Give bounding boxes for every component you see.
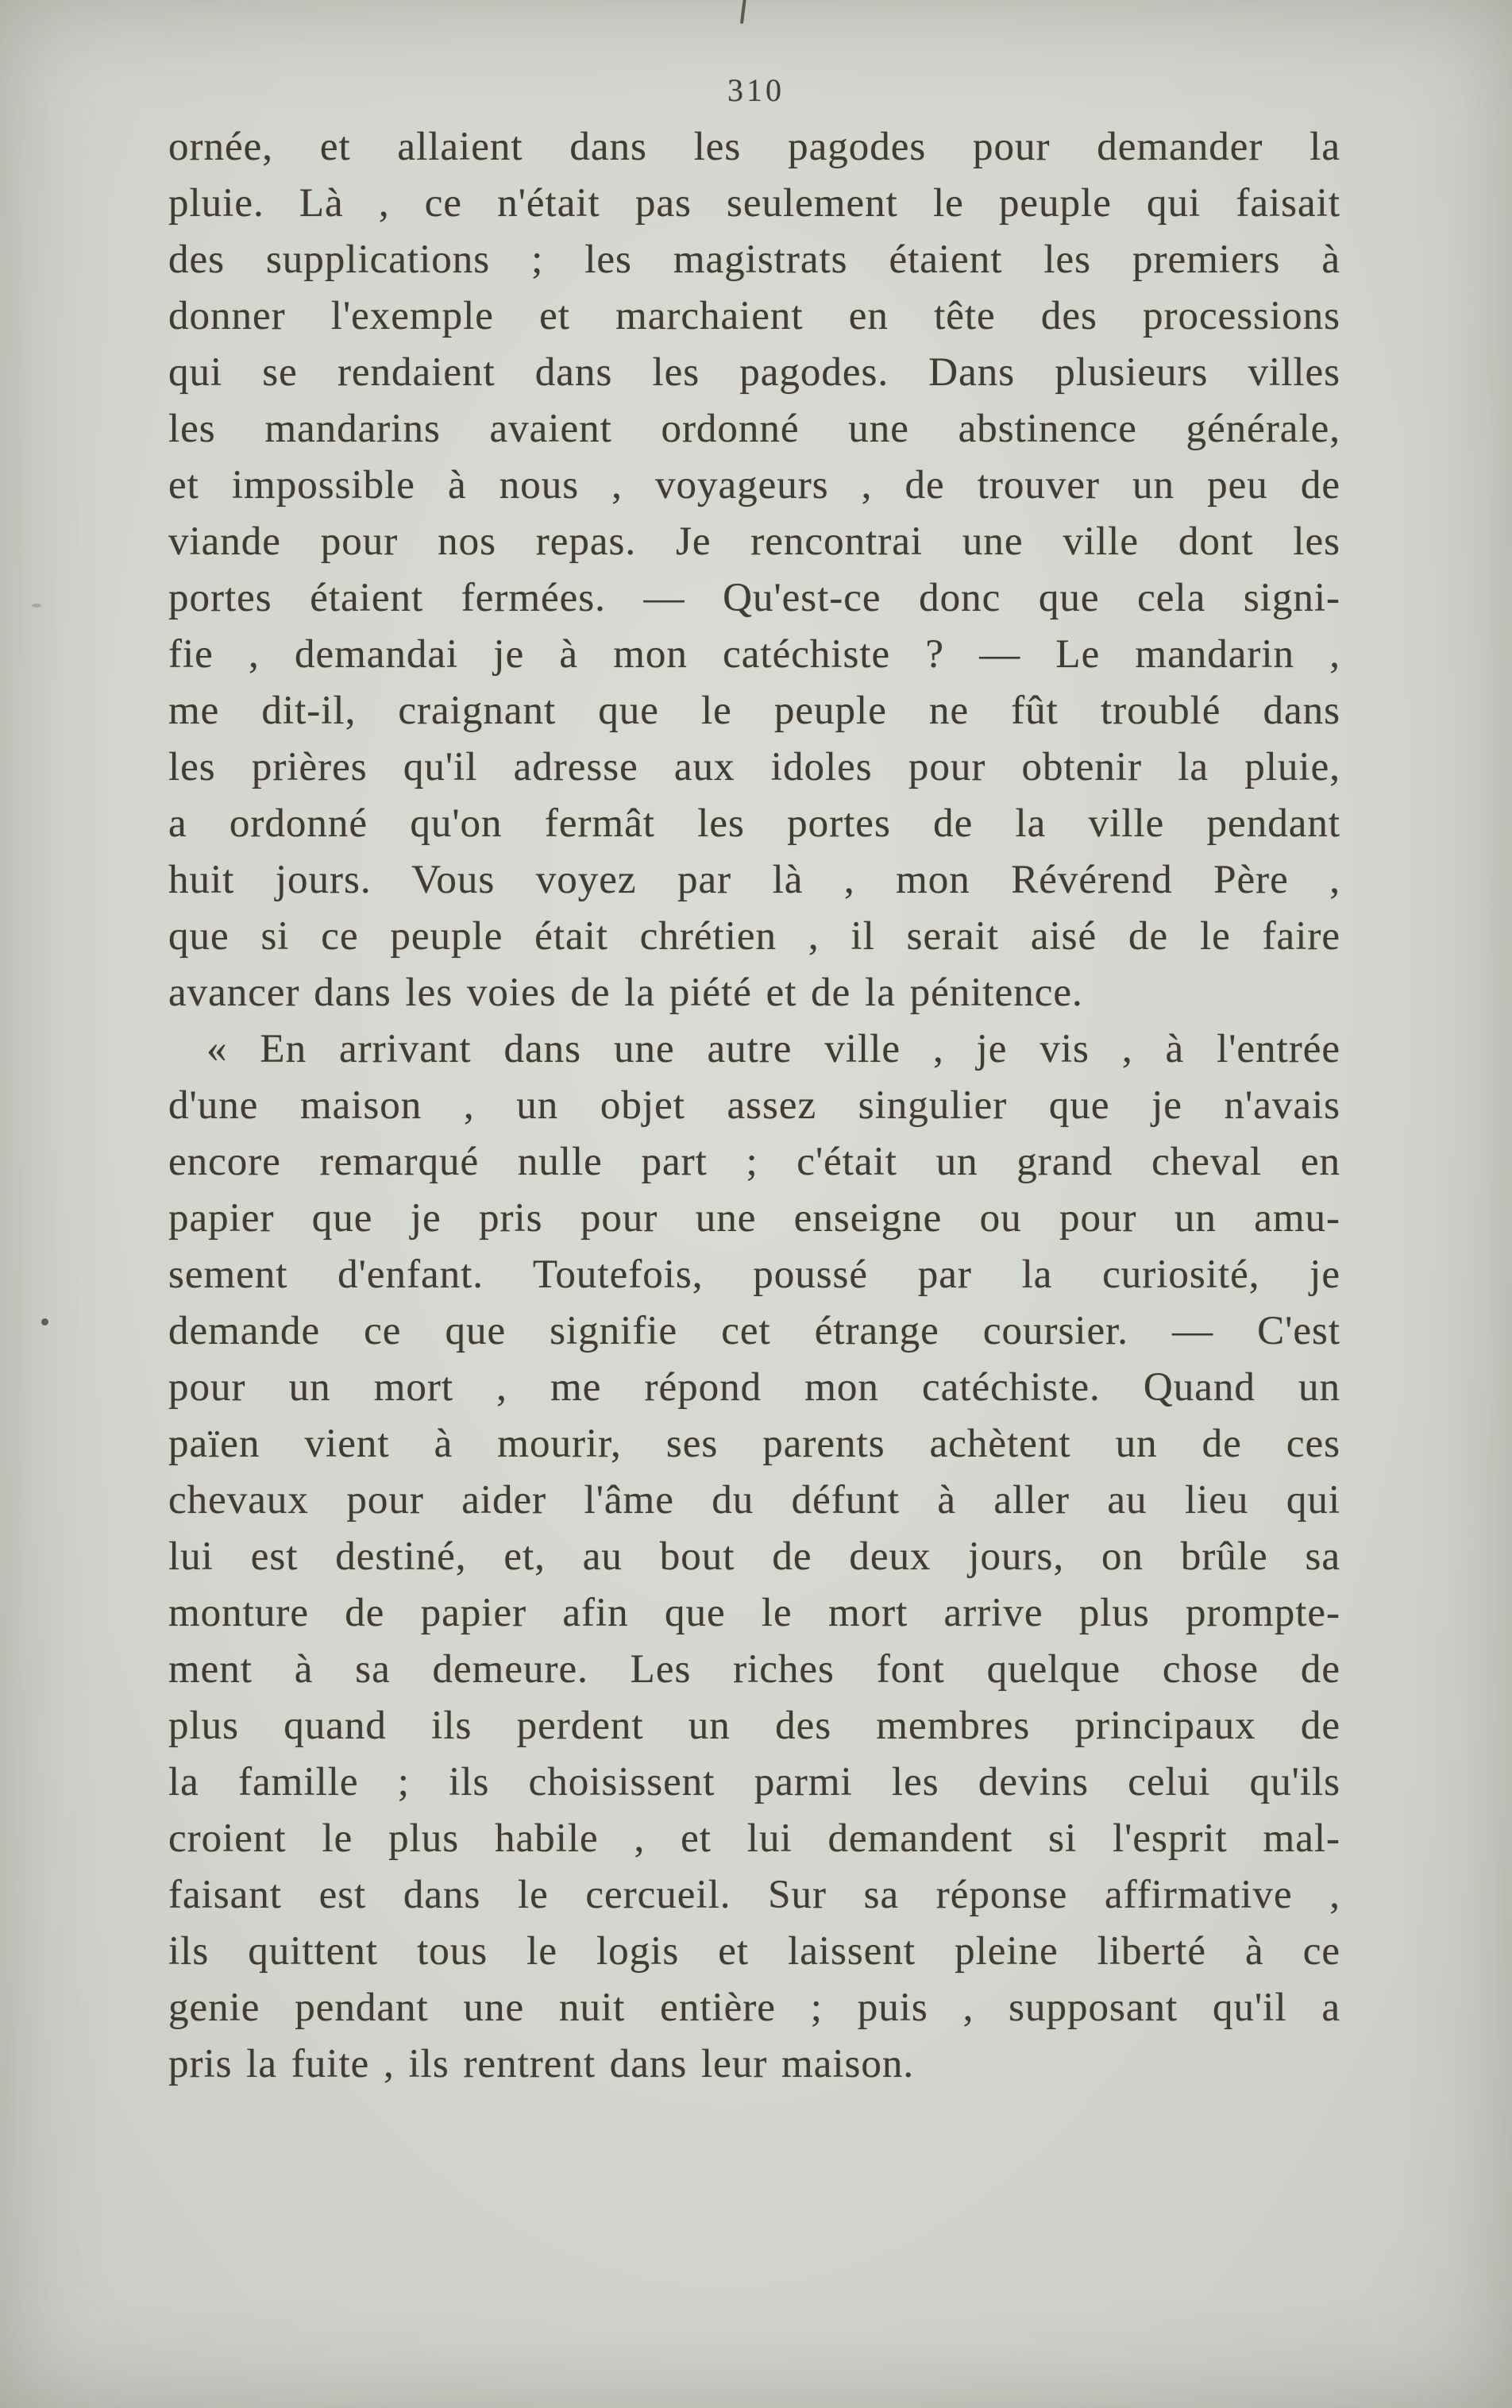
text-line: genie pendant une nuit entière ; puis , supposant qu'il a [168, 1985, 1340, 2030]
text-line: pour un mort , me répond mon catéchiste. Quand un [168, 1365, 1340, 1410]
text-line: ils quittent tous le logis et laissent pleine liberté à ce [168, 1929, 1340, 1974]
text-line: les prières qu'il adresse aux idoles pour obtenir la pluie, [168, 745, 1340, 789]
text-line: les mandarins avaient ordonné une abstinence générale, [168, 407, 1340, 451]
text-line: fie , demandai je à mon catéchiste ? — Le mandarin , [168, 632, 1340, 677]
text-line: huit jours. Vous voyez par là , mon Révérend Père , [168, 858, 1340, 902]
page-text [168, 119, 1340, 2093]
text-line: lui est destiné, et, au bout de deux jours, on brûle sa [168, 1534, 1340, 1579]
text-line: la famille ; ils choisissent parmi les devins celui qu'ils [168, 1760, 1340, 1804]
text-line: et impossible à nous , voyageurs , de trouver un peu de [168, 463, 1340, 507]
text-line: avancer dans les voies de la piété et de la pénitence. [168, 971, 1083, 1015]
text-line: ornée, et allaient dans les pagodes pour demander la [168, 125, 1340, 169]
text-line: papier que je pris pour une enseigne ou pour un amu- [168, 1196, 1340, 1241]
text-line: sement d'enfant. Toutefois, poussé par la curiosité, je [168, 1252, 1340, 1297]
scan-artifact-smudge [32, 604, 41, 608]
text-line: viande pour nos repas. Je rencontrai une ville dont les [168, 519, 1340, 564]
page-number: 310 [727, 72, 785, 108]
text-line: chevaux pour aider l'âme du défunt à aller au lieu qui [168, 1478, 1340, 1522]
text-line: des supplications ; les magistrats étaient les premiers à [168, 237, 1340, 282]
paragraph [168, 1021, 1340, 2093]
text-line: faisant est dans le cercueil. Sur sa réponse affirmative , [168, 1873, 1340, 1917]
scan-artifact-dot [41, 1318, 48, 1326]
text-line: portes étaient fermées. — Qu'est-ce donc que cela signi- [168, 576, 1340, 620]
text-line: croient le plus habile , et lui demandent si l'esprit mal- [168, 1816, 1340, 1861]
text-line: « En arrivant dans une autre ville , je vis , à l'entrée [206, 1027, 1340, 1071]
text-line: païen vient à mourir, ses parents achètent un de ces [168, 1422, 1340, 1466]
paragraph [168, 119, 1340, 1021]
text-line: a ordonné qu'on fermât les portes de la ville pendant [168, 801, 1340, 846]
text-line: pluie. Là , ce n'était pas seulement le peuple qui faisait [168, 181, 1340, 226]
text-line: demande ce que signifie cet étrange coursier. — C'est [168, 1309, 1340, 1353]
text-line: encore remarqué nulle part ; c'était un grand cheval en [168, 1140, 1340, 1184]
text-line: pris la fuite , ils rentrent dans leur maison. [168, 2042, 915, 2086]
scan-artifact-mark [740, 0, 746, 24]
text-line: ment à sa demeure. Les riches font quelque chose de [168, 1647, 1340, 1692]
text-line: me dit-il, craignant que le peuple ne fût troublé dans [168, 689, 1340, 733]
text-line: donner l'exemple et marchaient en tête des processions [168, 294, 1340, 338]
text-line: d'une maison , un objet assez singulier que je n'avais [168, 1083, 1340, 1128]
text-line: qui se rendaient dans les pagodes. Dans plusieurs villes [168, 350, 1340, 395]
text-line: plus quand ils perdent un des membres principaux de [168, 1704, 1340, 1748]
text-line: que si ce peuple était chrétien , il serait aisé de le faire [168, 914, 1340, 959]
text-line: monture de papier afin que le mort arrive plus prompte- [168, 1591, 1340, 1635]
